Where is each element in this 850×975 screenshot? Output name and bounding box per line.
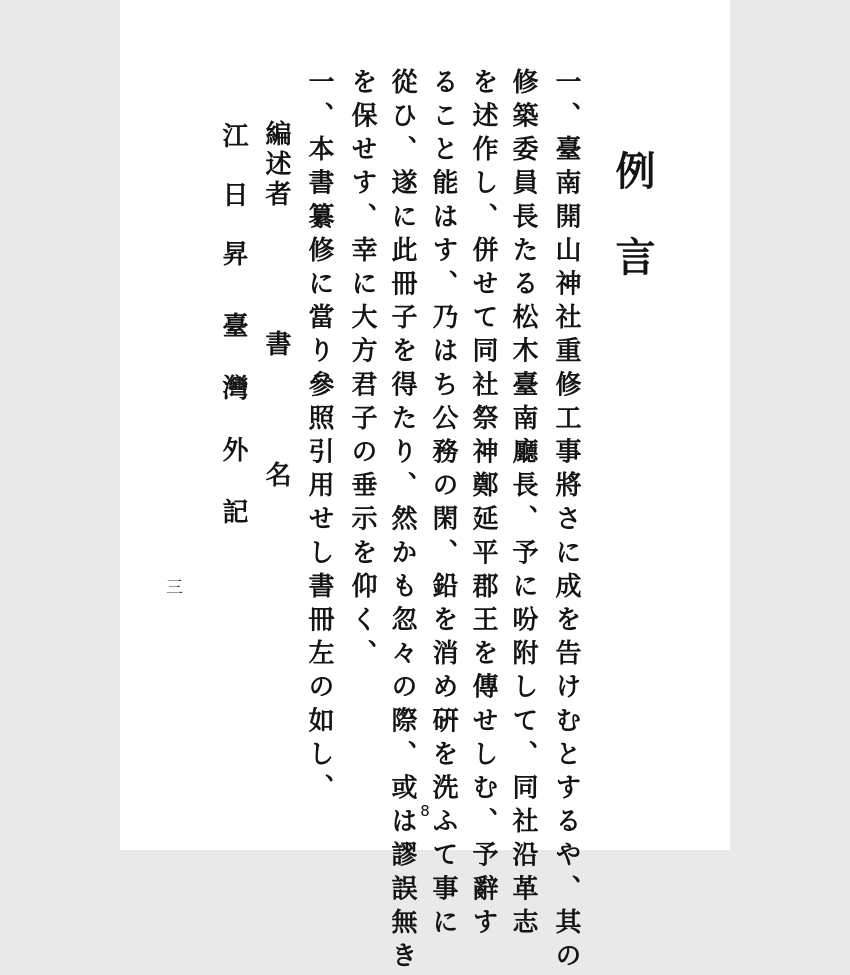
- reference-book-title: 臺灣外記: [218, 312, 248, 560]
- paragraph-line: ること能はす、乃はち公務の閑、鉛を消め硏を洗ふて事に: [428, 68, 458, 942]
- reference-header-author: 編述者: [261, 120, 291, 210]
- document-page: [120, 0, 730, 975]
- reference-author: 江日昇: [218, 122, 248, 299]
- reference-header-title: 書名: [261, 330, 291, 592]
- paragraph-line: 修築委員長たる松木臺南廳長、予に吩附して、同社沿革志: [508, 68, 538, 942]
- paragraph-line: を述作し、併せて同社祭神鄭延平郡王を傳せしむ、予辭す: [468, 68, 498, 942]
- paragraph-line: を保せす、幸に大方君子の垂示を仰く、: [347, 68, 377, 673]
- paragraph-line: 一、臺南開山神社重修工事將さに成を告けむとするや、其の: [551, 68, 581, 975]
- folio-number: 三: [162, 578, 182, 595]
- page-number: 8: [420, 802, 430, 820]
- paragraph-line: 從ひ、遂に此冊子を得たり、然かも忽々の際、或は謬誤無き: [387, 68, 417, 975]
- paragraph-line: 一、本書纂修に當り參照引用せし書冊左の如し、: [304, 68, 334, 808]
- page-title: 例言: [609, 150, 656, 322]
